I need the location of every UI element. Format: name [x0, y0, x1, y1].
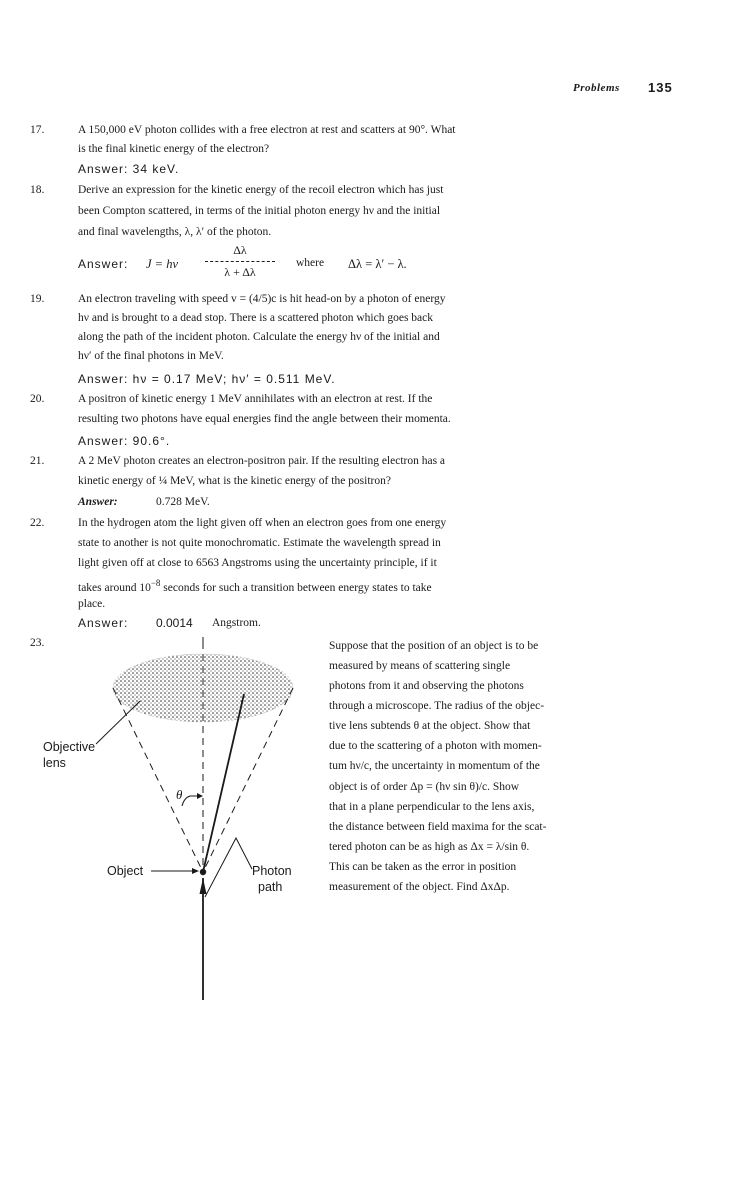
problem-23-number: 23.: [30, 637, 45, 649]
problem-20-answer: Answer: 90.6°.: [78, 434, 171, 448]
path-label: path: [258, 880, 283, 894]
problem-17-line-2: is the final kinetic energy of the electron?: [78, 143, 270, 155]
problem-23-line-11: tered photon can be as high as Δx = λ/sin θ.: [329, 841, 530, 853]
problem-22-line-3: light given off at close to 6563 Angstroms using the uncertainty principle, if it: [78, 557, 437, 569]
problem-21-answer-label: Answer:: [78, 496, 118, 508]
photon-path-leader: [205, 838, 252, 897]
theta-label: θ: [176, 787, 183, 802]
problem-22-number: 22.: [30, 517, 45, 529]
problem-21-line-2: kinetic energy of ¼ MeV, what is the kinetic energy of the positron?: [78, 475, 391, 487]
problem-21-number: 21.: [30, 455, 45, 467]
problem-18-formula-lhs: J = hν: [146, 257, 179, 271]
object-dot: [200, 869, 206, 875]
problem-22-exponent: −8: [150, 578, 161, 588]
problem-18-line-3: and final wavelengths, λ, λ′ of the photon.: [78, 226, 272, 238]
problem-18-line-1: Derive an expression for the kinetic energy of the recoil electron which has just: [78, 184, 444, 196]
problem-23-line-10: the distance between field maxima for the scat-: [329, 821, 547, 833]
problem-23-line-6: due to the scattering of a photon with momen-: [329, 740, 542, 752]
problem-22-answer-label: Answer:: [78, 616, 129, 630]
page-number: 135: [648, 80, 673, 95]
problem-22-line-4-a: takes around 10: [78, 581, 151, 594]
problem-23-line-2: measured by means of scattering single: [329, 660, 511, 672]
problem-18-formula-denominator: λ + Δλ: [224, 265, 256, 279]
problem-19-line-1: An electron traveling with speed v = (4/5)c is hit head-on by a photon of energy: [78, 293, 446, 305]
problem-22-line-5: place.: [78, 598, 106, 610]
incident-arrowhead: [200, 878, 207, 894]
problem-20-number: 20.: [30, 393, 45, 405]
problem-22-answer-unit: Angstrom.: [212, 617, 261, 629]
problem-22-line-1: In the hydrogen atom the light given off when an electron goes from one energy: [78, 517, 447, 529]
problem-17-line-1: A 150,000 eV photon collides with a free electron at rest and scatters at 90°. What: [78, 124, 456, 136]
problem-23-line-5: tive lens subtends θ at the object. Show that: [329, 720, 531, 732]
problem-18-formula-numerator: Δλ: [233, 243, 247, 257]
problem-18-formula-definition: Δλ = λ′ − λ.: [348, 257, 407, 271]
problem-19-answer: Answer: hν = 0.17 MeV; hν′ = 0.511 MeV.: [78, 372, 336, 386]
theta-tail: [182, 796, 190, 806]
objective-lens: [113, 654, 293, 722]
theta-arrowhead: [197, 793, 203, 799]
problem-21-answer-value: 0.728 MeV.: [156, 496, 210, 508]
problem-22-line-4-b: seconds for such a transition between energy states to take: [160, 581, 432, 594]
problem-20-line-1: A positron of kinetic energy 1 MeV annihilates with an electron at rest. If the: [78, 393, 433, 405]
problem-22-line-2: state to another is not quite monochromatic. Estimate the wavelength spread in: [78, 537, 441, 549]
problem-17-number: 17.: [30, 124, 45, 136]
problem-23-line-4: through a microscope. The radius of the objec-: [329, 700, 545, 712]
problem-18-answer-label: Answer:: [78, 257, 129, 271]
problem-19-line-4: hν′ of the final photons in MeV.: [78, 350, 224, 362]
problem-18-number: 18.: [30, 184, 45, 196]
problem-19-line-3: along the path of the incident photon. Calculate the energy hν of the initial and: [78, 331, 440, 343]
running-header: Problems: [573, 82, 620, 94]
problem-18-formula-where: where: [296, 257, 325, 269]
problem-17-answer: Answer: 34 keV.: [78, 162, 180, 176]
problem-21-line-1: A 2 MeV photon creates an electron-positron pair. If the resulting electron has a: [78, 455, 446, 467]
objective-leader: [96, 701, 140, 744]
problem-22-answer-value: 0.0014: [156, 616, 193, 630]
problem-19-line-2: hν and is brought to a dead stop. There is a scattered photon which goes back: [78, 312, 434, 324]
problem-23-line-7: tum hν/c, the uncertainty in momentum of the: [329, 760, 540, 772]
photon-label: Photon: [252, 864, 292, 878]
problem-19-number: 19.: [30, 293, 45, 305]
object-label: Object: [107, 864, 144, 878]
problem-23-line-8: object is of order Δp = (hν sin θ)/c. Show: [329, 781, 520, 793]
lens-label: lens: [43, 756, 66, 770]
problem-23-line-12: This can be taken as the error in position: [329, 861, 517, 873]
problem-18-line-2: been Compton scattered, in terms of the initial photon energy hν and the initial: [78, 205, 441, 217]
problem-23-line-3: photons from it and observing the photons: [329, 680, 524, 692]
objective-label: Objective: [43, 740, 96, 754]
object-leader-arrowhead: [192, 868, 199, 874]
problem-23-line-13: measurement of the object. Find ΔxΔp.: [329, 881, 510, 893]
problem-23-line-1: Suppose that the position of an object is to be: [329, 640, 539, 652]
problem-23-line-9: that in a plane perpendicular to the lens axis,: [329, 801, 535, 813]
problem-20-line-2: resulting two photons have equal energies find the angle between their momenta.: [78, 413, 451, 425]
